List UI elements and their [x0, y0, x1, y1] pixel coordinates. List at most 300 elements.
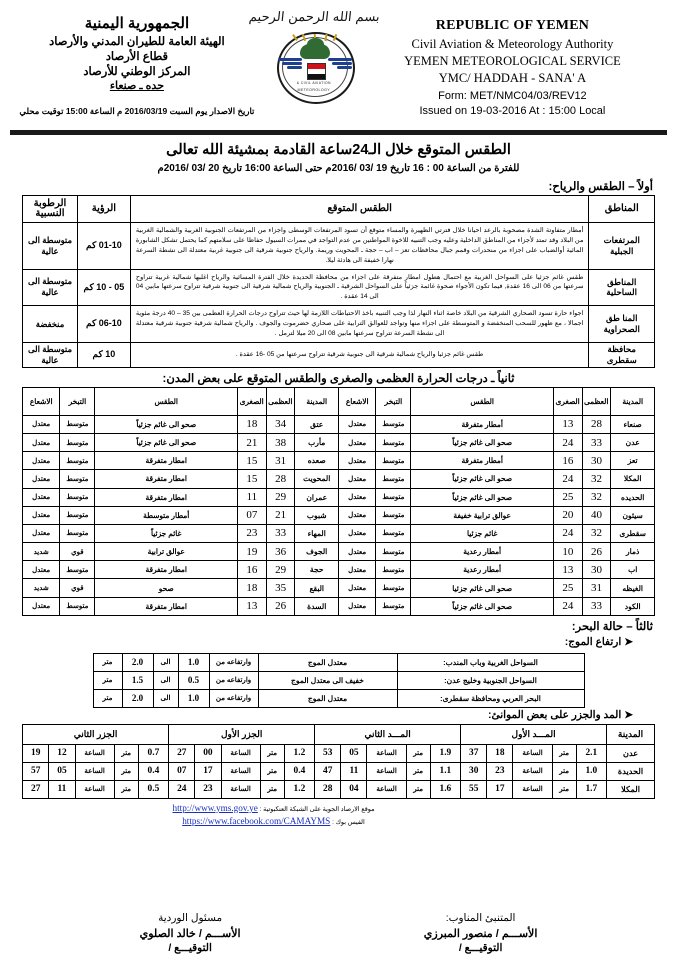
- city-weather: امطار متفرقة: [95, 488, 238, 506]
- ebb1-hour: 00: [195, 744, 221, 762]
- region-humidity: منخفضة: [23, 306, 78, 343]
- flood2-minute: 53: [315, 744, 341, 762]
- port-city-name: الحديدة: [607, 762, 655, 780]
- evaporation-level: متوسط: [60, 452, 95, 470]
- city-name: حجة: [295, 561, 339, 579]
- civil-aviation-logo-icon: [274, 26, 356, 104]
- city-weather: صحو الى غائم جزئياً: [95, 415, 238, 433]
- radiation-level: معتدل: [339, 415, 376, 433]
- wave-height-table: [93, 653, 585, 708]
- col-header-weather-right: الطقس: [411, 387, 554, 415]
- port-city-name: المكلا: [607, 780, 655, 798]
- col-header-visibility: الرؤية: [77, 196, 130, 223]
- col-header-evaporation-right: التبخر: [376, 387, 411, 415]
- sea-state: خفيف الى معتدل الموج: [258, 671, 397, 689]
- temp-min: 25: [553, 488, 582, 506]
- ebb2-height: 0.4: [138, 762, 168, 780]
- city-name: سقطرى: [611, 524, 655, 542]
- wave-height-from: 0.5: [178, 671, 209, 689]
- radiation-level: شديد: [23, 579, 60, 597]
- bullet-icon: ➤: [624, 708, 633, 721]
- supervisor-name: الأســـم / خالد الصلوي: [139, 927, 241, 940]
- flood1-height: 1.0: [576, 762, 606, 780]
- temp-max: 33: [582, 597, 611, 615]
- region-visibility: 01-10 كم: [77, 223, 130, 270]
- evaporation-level: متوسط: [376, 415, 411, 433]
- table-row: [23, 452, 655, 470]
- city-name: تعز: [611, 452, 655, 470]
- evaporation-level: متوسط: [60, 415, 95, 433]
- sea-state: معتدل الموج: [258, 689, 397, 707]
- range-to-label: الى: [153, 689, 178, 707]
- city-name: الجوف: [295, 543, 339, 561]
- temp-max: 29: [266, 561, 295, 579]
- wave-unit: متر: [93, 653, 122, 671]
- unit-meter: متر: [260, 780, 284, 798]
- city-weather: صحو الى غائم جزئياً: [411, 597, 554, 615]
- temp-min: 15: [238, 452, 267, 470]
- unit-meter: متر: [114, 780, 138, 798]
- wave-unit: متر: [93, 671, 122, 689]
- table-row: [23, 524, 655, 542]
- city-weather: عوالق ترابية: [95, 543, 238, 561]
- tides-table: [22, 724, 655, 799]
- flood1-height: 1.7: [576, 780, 606, 798]
- city-name: عدن: [611, 433, 655, 451]
- table-row: [23, 543, 655, 561]
- col-header-radiation-left: الاشعاع: [23, 387, 60, 415]
- ebb1-height: 1.2: [284, 780, 314, 798]
- ebb2-minute: 19: [23, 744, 49, 762]
- office-name-en: YMC/ HADDAH - SANA' A: [438, 71, 587, 85]
- unit-hour: الساعة: [75, 780, 114, 798]
- forecaster-role: المتنبئ المناوب:: [445, 911, 516, 924]
- evaporation-level: متوسط: [376, 433, 411, 451]
- evaporation-level: متوسط: [376, 579, 411, 597]
- temp-max: 32: [582, 524, 611, 542]
- temp-min: 18: [238, 579, 267, 597]
- forecast-title-block: [0, 135, 677, 176]
- location-ar: حده ـ صنعاء: [109, 80, 164, 92]
- temp-min: 18: [238, 415, 267, 433]
- forecast-period: للفترة من الساعة 00 : 16 تاريخ 19 /03 /2016م حتى الساعة 16:00 تاريخ 20 /03 /2016م: [157, 163, 520, 174]
- temp-max: 32: [582, 470, 611, 488]
- wave-height-label: ارتفاع الموج:: [564, 635, 622, 648]
- page-title: الطقس المتوقع خلال الـ24ساعة القادمة بمشيئة الله تعالى: [166, 142, 511, 158]
- flood2-minute: 47: [315, 762, 341, 780]
- port-city-name: عدن: [607, 744, 655, 762]
- radiation-level: معتدل: [339, 433, 376, 451]
- unit-meter: متر: [114, 744, 138, 762]
- flood1-minute: 37: [461, 744, 487, 762]
- temp-min: 16: [238, 561, 267, 579]
- flood2-height: 1.1: [430, 762, 460, 780]
- temp-max: 21: [266, 506, 295, 524]
- wave-height-subheading: [0, 635, 677, 650]
- evaporation-level: متوسط: [376, 561, 411, 579]
- radiation-level: معتدل: [23, 470, 60, 488]
- evaporation-level: متوسط: [376, 506, 411, 524]
- table-row: [23, 415, 655, 433]
- temp-max: 28: [582, 415, 611, 433]
- sea-state: معتدل الموج: [258, 653, 397, 671]
- temp-max: 33: [266, 524, 295, 542]
- agency-emblem: [248, 8, 381, 104]
- city-weather: أمطار رعدية: [411, 543, 554, 561]
- temp-min: 13: [553, 415, 582, 433]
- table-row: [23, 579, 655, 597]
- evaporation-level: متوسط: [60, 506, 95, 524]
- ebb1-minute: 07: [169, 762, 195, 780]
- signature-forecaster: [424, 912, 538, 954]
- city-name: اب: [611, 561, 655, 579]
- flood2-hour: 04: [341, 780, 367, 798]
- unit-meter: متر: [552, 780, 576, 798]
- table-row: [23, 597, 655, 615]
- facebook-label: الفيس بوك :: [332, 818, 365, 826]
- tides-label: المد والجزر على بعض الموانئ:: [488, 708, 622, 721]
- radiation-level: معتدل: [23, 506, 60, 524]
- table-row: [93, 671, 584, 689]
- wave-height-from: 1.0: [178, 689, 209, 707]
- supervisor-role: مسئول الوردية: [158, 911, 223, 924]
- temp-min: 24: [553, 597, 582, 615]
- temp-min: 13: [553, 561, 582, 579]
- center-name-ar: المركز الوطني للأرصاد: [83, 66, 191, 78]
- flood1-hour: 18: [487, 744, 513, 762]
- ebb1-minute: 27: [169, 744, 195, 762]
- authority-name-ar: الهيئة العامة للطيران المدني والأرصاد: [49, 36, 225, 48]
- evaporation-level: قوي: [60, 579, 95, 597]
- unit-hour: الساعة: [513, 780, 552, 798]
- section-2-heading: ثانياً ـ درجات الحرارة العظمى والصغرى والطقس المتوقع على بعض المدن:: [162, 372, 515, 385]
- radiation-level: معتدل: [339, 452, 376, 470]
- section-3-heading: ثالثاً – حالة البحر:: [571, 620, 653, 633]
- evaporation-level: متوسط: [376, 470, 411, 488]
- ebb2-minute: 57: [23, 762, 49, 780]
- evaporation-level: متوسط: [376, 543, 411, 561]
- col-header-city-right: المدينة: [611, 387, 655, 415]
- region-name: المناطق الساحلية: [589, 269, 655, 306]
- unit-hour: الساعة: [367, 744, 406, 762]
- flood2-height: 1.6: [430, 780, 460, 798]
- ebb2-hour: 05: [49, 762, 75, 780]
- city-weather: صحو الى غائم جزئيا: [411, 579, 554, 597]
- ebb1-hour: 23: [195, 780, 221, 798]
- unit-meter: متر: [406, 744, 430, 762]
- evaporation-level: متوسط: [60, 597, 95, 615]
- emblem-ring-text-bottom: METEOROLOGY: [297, 88, 331, 92]
- col-header-city: المدينة: [607, 724, 655, 744]
- col-header-evaporation-left: التبخر: [60, 387, 95, 415]
- evaporation-level: متوسط: [376, 488, 411, 506]
- ebb2-hour: 11: [49, 780, 75, 798]
- unit-meter: متر: [406, 762, 430, 780]
- temp-max: 32: [582, 488, 611, 506]
- unit-hour: الساعة: [221, 744, 260, 762]
- unit-meter: متر: [552, 762, 576, 780]
- website-row: [0, 803, 677, 813]
- radiation-level: معتدل: [23, 561, 60, 579]
- region-visibility: 06-10 كم: [77, 306, 130, 343]
- col-header-max-left: العظمى: [266, 387, 295, 415]
- city-weather: صحو الى غائم جزئياً: [95, 433, 238, 451]
- country-name-en: REPUBLIC OF YEMEN: [435, 18, 590, 33]
- temp-min: 24: [553, 524, 582, 542]
- col-header-flood-2: المـــد الثاني: [315, 724, 461, 744]
- ebb1-height: 0.4: [284, 762, 314, 780]
- radiation-level: شديد: [23, 543, 60, 561]
- temp-min: 24: [553, 470, 582, 488]
- section-1-heading: أولاً – الطقس والرياح:: [548, 181, 653, 193]
- temp-max: 26: [582, 543, 611, 561]
- service-name-en: YEMEN METEOROLOGICAL SERVICE: [404, 54, 621, 68]
- unit-hour: الساعة: [221, 762, 260, 780]
- city-weather: امطار متفرقة: [95, 597, 238, 615]
- region-forecast-text: طقس غائم جزئيا على السواحل الغربية مع احتمال هطول امطار متفرقة على اجزاء من محافظة الحديدة خلال الفترة المسائية والرياح اغلبها شمالية غربية تتراوح سرعتها من 06 الى 16 عقدة, فيما تكون الأجواء صحوة غائمة جزئياً على السواحل الشرقية ـ الجنوبية والرياح شمالية شرقية الى جنوبية شرقية تتراوح سرعتها مابين 04 الى 14 عقدة .: [130, 269, 589, 306]
- ebb1-minute: 24: [169, 780, 195, 798]
- ebb1-height: 1.2: [284, 744, 314, 762]
- forecaster-name: الأســـم / منصور المبرزي: [423, 927, 538, 940]
- table-row: [23, 506, 655, 524]
- table-row: [23, 269, 655, 306]
- flood1-minute: 55: [461, 780, 487, 798]
- unit-hour: الساعة: [367, 762, 406, 780]
- document-masthead: [0, 0, 677, 128]
- city-name: المحويت: [295, 470, 339, 488]
- city-weather: صحو الى غائم جزئياً: [411, 488, 554, 506]
- region-visibility: 10 كم: [77, 342, 130, 367]
- table-row: [23, 780, 655, 798]
- radiation-level: معتدل: [23, 433, 60, 451]
- radiation-level: معتدل: [339, 543, 376, 561]
- col-header-radiation-right: الاشعاع: [339, 387, 376, 415]
- radiation-level: معتدل: [339, 561, 376, 579]
- unit-meter: متر: [114, 762, 138, 780]
- sea-area-name: السواحل الجنوبية وخليج عدن:: [397, 671, 584, 689]
- temp-max: 31: [582, 579, 611, 597]
- col-header-region: المناطق: [589, 196, 655, 223]
- bullet-icon: ➤: [624, 635, 633, 648]
- temp-max: 34: [266, 415, 295, 433]
- contact-links: [0, 799, 677, 826]
- ebb1-hour: 17: [195, 762, 221, 780]
- col-header-min-left: الصغرى: [238, 387, 267, 415]
- table-row: [23, 342, 655, 367]
- city-weather: صحو الى غائم جزئياً: [411, 470, 554, 488]
- temp-min: 15: [238, 470, 267, 488]
- flood2-hour: 05: [341, 744, 367, 762]
- supervisor-signature-line: التوقيـــع /: [168, 941, 212, 954]
- radiation-level: معتدل: [339, 488, 376, 506]
- temp-min: 16: [553, 452, 582, 470]
- region-forecast-text: أمطار متفاوتة الشدة مصحوبة بالرعد احيانا خلال فترتي الظهيرة والمساء متوقع أن تسود المرتفعات الوسطى واجزاء من المرتفعات الجنوبية الغربية والشمالية الغربية من البلاد وقد تمتد لأجزاء من المناطق الداخلية وعليه وجب التنبيه للاخوة المواطنين من عدم التواجد في ممرات السيول حفاظا على سلامتهم كما يحتمل تشكل الشابورة المائية أوالضباب على اجزاء من منحدرات وقمم جبال محافظات تعز – اب – حجة ـ المحويت وريمة. والرياح جنوبية شرقية الى جنوبية غربية معتدلة الى نشطة السرعة نهارا خفيفة الى هادئة ليلا.: [130, 223, 589, 270]
- website-label: موقع الارصاد الجوية على الشبكة العنكبوتية :: [259, 805, 375, 813]
- region-visibility: 05 - 10 كم: [77, 269, 130, 306]
- evaporation-level: متوسط: [60, 488, 95, 506]
- sector-name-ar: قطاع الأرصاد: [105, 51, 169, 63]
- unit-hour: الساعة: [367, 780, 406, 798]
- table-row: [23, 744, 655, 762]
- wave-height-to: 2.0: [122, 689, 153, 707]
- table-row: [23, 306, 655, 343]
- unit-hour: الساعة: [75, 762, 114, 780]
- masthead-english: [370, 8, 655, 117]
- temp-min: 23: [238, 524, 267, 542]
- ebb2-hour: 12: [49, 744, 75, 762]
- city-weather: امطار متفرقة: [95, 470, 238, 488]
- height-from-label: وارتفاعه من: [209, 689, 258, 707]
- col-header-city-left: المدينة: [295, 387, 339, 415]
- city-weather: عوالق ترابية خفيفة: [411, 506, 554, 524]
- table-header-row: [23, 196, 655, 223]
- city-weather: صحو الى غائم جزئياً: [411, 433, 554, 451]
- city-name: شبوب: [295, 506, 339, 524]
- temp-min: 10: [553, 543, 582, 561]
- temp-max: 29: [266, 488, 295, 506]
- tides-subheading: [0, 708, 677, 723]
- radiation-level: معتدل: [23, 597, 60, 615]
- city-weather: أمطار متفرقة: [411, 452, 554, 470]
- city-weather: غائم جزئياً: [95, 524, 238, 542]
- form-number: Form: MET/NMC04/03/REV12: [438, 90, 587, 102]
- ebb2-height: 0.7: [138, 744, 168, 762]
- flood2-minute: 28: [315, 780, 341, 798]
- table-row: [23, 488, 655, 506]
- regions-forecast-table: [22, 195, 655, 368]
- city-weather: أمطار متوسطة: [95, 506, 238, 524]
- temp-min: 25: [553, 579, 582, 597]
- table-row: [93, 689, 584, 707]
- radiation-level: معتدل: [23, 452, 60, 470]
- city-name: الغيظه: [611, 579, 655, 597]
- col-header-humidity: الرطوبة النسبية: [23, 196, 78, 223]
- city-name: الحديده: [611, 488, 655, 506]
- unit-meter: متر: [260, 744, 284, 762]
- city-name: صعده: [295, 452, 339, 470]
- temp-min: 21: [238, 433, 267, 451]
- flood1-height: 2.1: [576, 744, 606, 762]
- city-name: المهاء: [295, 524, 339, 542]
- col-header-max-right: العظمى: [582, 387, 611, 415]
- evaporation-level: متوسط: [376, 452, 411, 470]
- evaporation-level: متوسط: [60, 524, 95, 542]
- radiation-level: معتدل: [23, 415, 60, 433]
- table-header-row: [23, 724, 655, 744]
- temp-min: 24: [553, 433, 582, 451]
- region-humidity: متوسطة الى عالية: [23, 223, 78, 270]
- unit-hour: الساعة: [513, 762, 552, 780]
- region-name: المنا طق الصحراوية: [589, 306, 655, 343]
- radiation-level: معتدل: [339, 597, 376, 615]
- temp-max: 26: [266, 597, 295, 615]
- city-name: عمران: [295, 488, 339, 506]
- col-header-forecast: الطقس المتوقع: [130, 196, 589, 223]
- masthead-arabic: [14, 8, 260, 117]
- temp-max: 31: [266, 452, 295, 470]
- col-header-ebb-2: الجزر الثاني: [23, 724, 169, 744]
- temp-max: 40: [582, 506, 611, 524]
- range-to-label: الى: [153, 671, 178, 689]
- flood2-hour: 11: [341, 762, 367, 780]
- city-name: الكود: [611, 597, 655, 615]
- region-name: المرتفعات الجبلية: [589, 223, 655, 270]
- flood1-hour: 17: [487, 780, 513, 798]
- sea-area-name: السواحل الغربية وباب المندب:: [397, 653, 584, 671]
- city-weather: امطار متفرقة: [95, 452, 238, 470]
- city-weather: غائم جزئيا: [411, 524, 554, 542]
- col-header-weather-left: الطقس: [95, 387, 238, 415]
- city-weather: أمطار متفرقة: [411, 415, 554, 433]
- col-header-flood-1: المـــد الأول: [461, 724, 607, 744]
- radiation-level: معتدل: [339, 470, 376, 488]
- table-row: [23, 561, 655, 579]
- city-name: البقع: [295, 579, 339, 597]
- city-name: عتق: [295, 415, 339, 433]
- city-name: مأرب: [295, 433, 339, 451]
- flood2-height: 1.9: [430, 744, 460, 762]
- temp-min: 19: [238, 543, 267, 561]
- website-link[interactable]: http://www.yms.gov.ye: [172, 802, 258, 813]
- temp-max: 28: [266, 470, 295, 488]
- unit-hour: الساعة: [75, 744, 114, 762]
- city-rows: [23, 415, 655, 615]
- region-forecast-text: اجواء حارة تسود الصحاري الشرقية من البلاد خاصة اثناء النهار لذا وجب التنبيه باخذ الاحتياطات اللازمة لها حيث تتراوح درجات الحرارة العظمى بين 35 – 40 درجة مئوية اجمالا ، مع ظهور للسحب المنخفضة و المتوسطة على اجزاء منها وتواجد للعوالق الترابية على صحاري حضرموت والجوف . والرياح شمالية شرقية جنوبية شرقية معتدلة الى نشطة السرعة تتراوح سرعتها مابين 08 الى 20 ميلا لترمل .: [130, 306, 589, 343]
- flood1-minute: 30: [461, 762, 487, 780]
- wave-height-to: 2.0: [122, 653, 153, 671]
- temp-max: 38: [266, 433, 295, 451]
- table-header-row: [23, 387, 655, 415]
- table-row: [23, 762, 655, 780]
- flood1-hour: 23: [487, 762, 513, 780]
- evaporation-level: متوسط: [376, 524, 411, 542]
- city-name: سيئون: [611, 506, 655, 524]
- unit-hour: الساعة: [221, 780, 260, 798]
- evaporation-level: متوسط: [60, 433, 95, 451]
- city-weather: أمطار رعدية: [411, 561, 554, 579]
- table-row: [23, 433, 655, 451]
- city-name: السدة: [295, 597, 339, 615]
- temp-min: 13: [238, 597, 267, 615]
- region-forecast-text: طقس غائم جزئيا والرياح شمالية شرقية الى جنوبية شرقية تتراوح سرعتها من 05 -16 عقدة .: [130, 342, 589, 367]
- col-header-min-right: الصغرى: [553, 387, 582, 415]
- table-row: [23, 223, 655, 270]
- range-to-label: الى: [153, 653, 178, 671]
- radiation-level: معتدل: [339, 579, 376, 597]
- signature-block: [0, 912, 677, 954]
- region-humidity: متوسطة الى عالية: [23, 269, 78, 306]
- city-name: ذمار: [611, 543, 655, 561]
- emblem-ring-text-top: CIVIL AVIATION &: [296, 81, 331, 85]
- unit-hour: الساعة: [513, 744, 552, 762]
- ebb2-height: 0.5: [138, 780, 168, 798]
- region-humidity: متوسطة الى عالية: [23, 342, 78, 367]
- temp-min: 20: [553, 506, 582, 524]
- authority-name-en: Civil Aviation & Meteorology Authority: [411, 37, 614, 51]
- unit-meter: متر: [406, 780, 430, 798]
- radiation-level: معتدل: [23, 524, 60, 542]
- sea-area-name: البحر العربي ومحافظة سقطرى:: [397, 689, 584, 707]
- temp-max: 35: [266, 579, 295, 597]
- facebook-link[interactable]: https://www.facebook.com/CAMAYMS: [182, 815, 331, 826]
- temp-min: 07: [238, 506, 267, 524]
- ebb2-minute: 27: [23, 780, 49, 798]
- temp-max: 30: [582, 561, 611, 579]
- radiation-level: معتدل: [23, 488, 60, 506]
- issue-datetime-ar: تاريخ الاصدار يوم السبت 2016/03/19 م الساعة 15:00 توقيت محلي: [19, 106, 255, 116]
- temp-max: 33: [582, 433, 611, 451]
- wave-height-to: 1.5: [122, 671, 153, 689]
